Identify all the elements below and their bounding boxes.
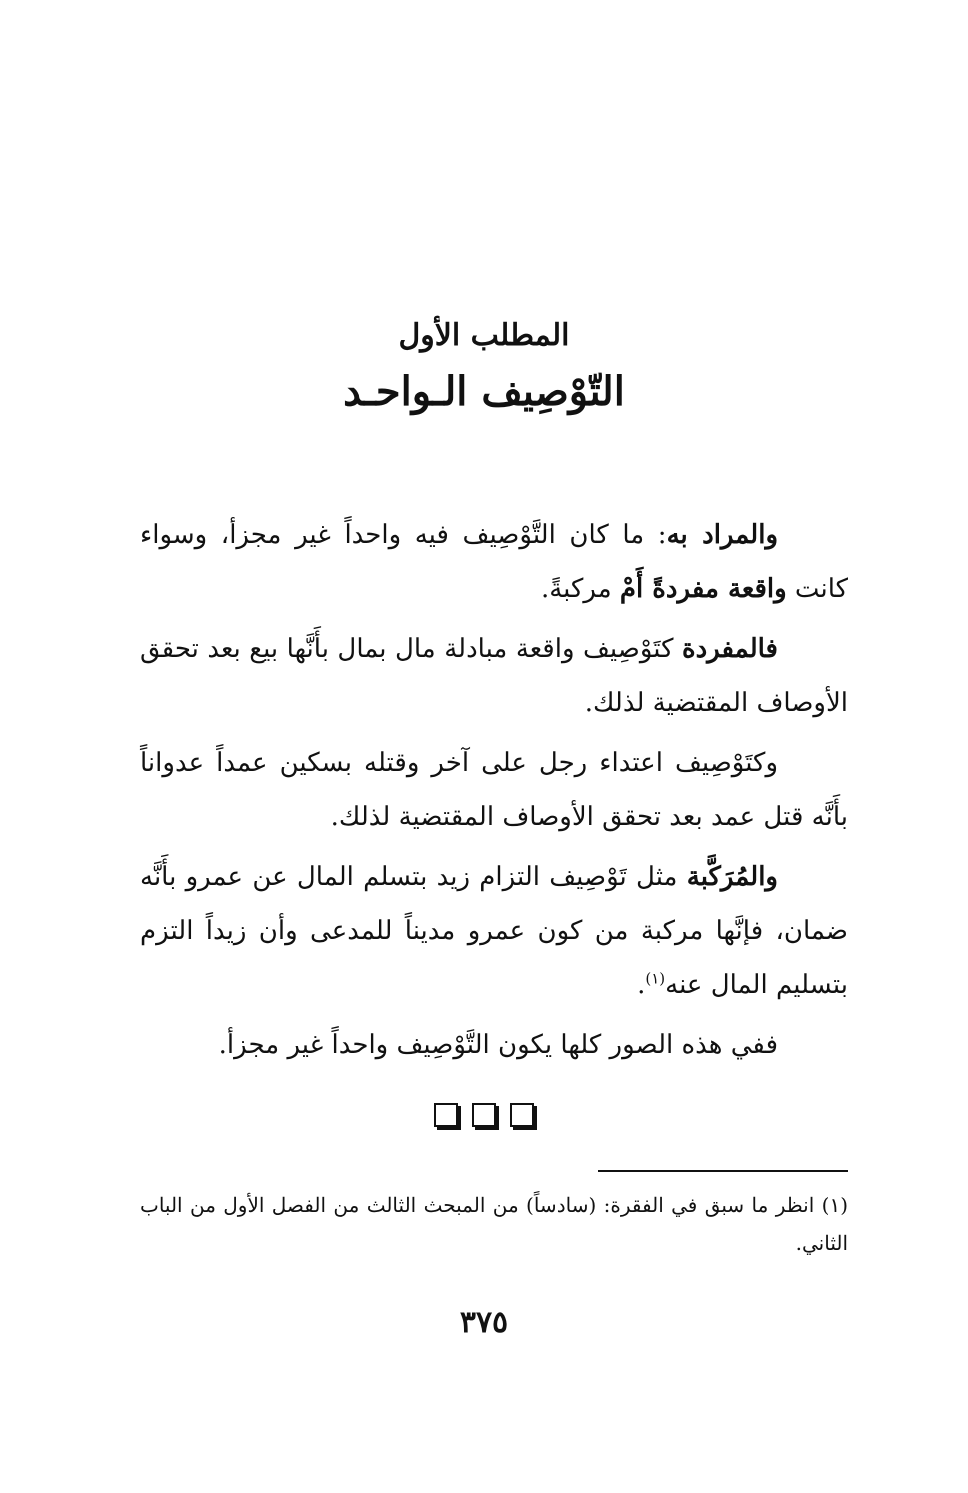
- section-separator: [0, 1103, 968, 1127]
- page-number: ٣٧٥: [459, 1305, 509, 1340]
- footnote: (١) انظر ما سبق في الفقرة: (سادساً) من المبحث الثالث من الفصل الأول من الباب الثاني.: [140, 1193, 848, 1255]
- paragraph-compound-example: [140, 850, 848, 1012]
- paragraph-tail: .: [637, 970, 646, 1000]
- paragraph-tail: مركبةً.: [540, 574, 620, 604]
- paragraph-text: ففي هذه الصور كلها يكون التَّوْصِيف واحداً غير مجزأ.: [218, 1030, 778, 1060]
- paragraph-lead: فالمفردة: [681, 634, 778, 664]
- paragraph-text: كتَوْصِيف واقعة مبادلة مال بمال بأَنَّها بيع بعد تحقق الأوصاف المقتضية لذلك.: [140, 634, 848, 718]
- paragraph-text: : ما كان التَّوْصِيف فيه واحداً غير مجزأ، وسواء كانت: [140, 520, 848, 604]
- section-title: التّوْصِيف الـواحـد: [343, 368, 625, 415]
- footnote-divider: [598, 1170, 848, 1172]
- footnote-reference: (١): [645, 969, 666, 988]
- square-ornament-icon: [472, 1103, 496, 1127]
- paragraph-text: وكتَوْصِيف اعتداء رجل على آخر وقتله بسكين عمداً عدواناً بأَنَّه قتل عمد بعد تحقق الأوصاف المقتضية لذلك.: [140, 748, 848, 832]
- paragraph-definition: [140, 508, 848, 616]
- body-text: [140, 508, 848, 1078]
- paragraph-conclusion: [140, 1018, 848, 1072]
- square-ornament-icon: [510, 1103, 534, 1127]
- paragraph-text: مثل تَوْصِيف التزام زيد بتسلم المال عن عمرو بأَنَّه ضمان، فإنَّها مركبة من كون عمرو مديناً للمدعى وأن زيداً التزم بتسليم المال عنه: [140, 862, 848, 1000]
- paragraph-bold-phrase: واقعة مفردةً أَمْ: [619, 574, 787, 604]
- paragraph-lead: والمراد به: [666, 520, 779, 550]
- paragraph-lead: والمُرَكَّبة: [686, 862, 778, 892]
- paragraph-second-example: [140, 736, 848, 844]
- square-ornament-icon: [434, 1103, 458, 1127]
- paragraph-single-example: [140, 622, 848, 730]
- section-heading: المطلب الأول: [398, 318, 570, 353]
